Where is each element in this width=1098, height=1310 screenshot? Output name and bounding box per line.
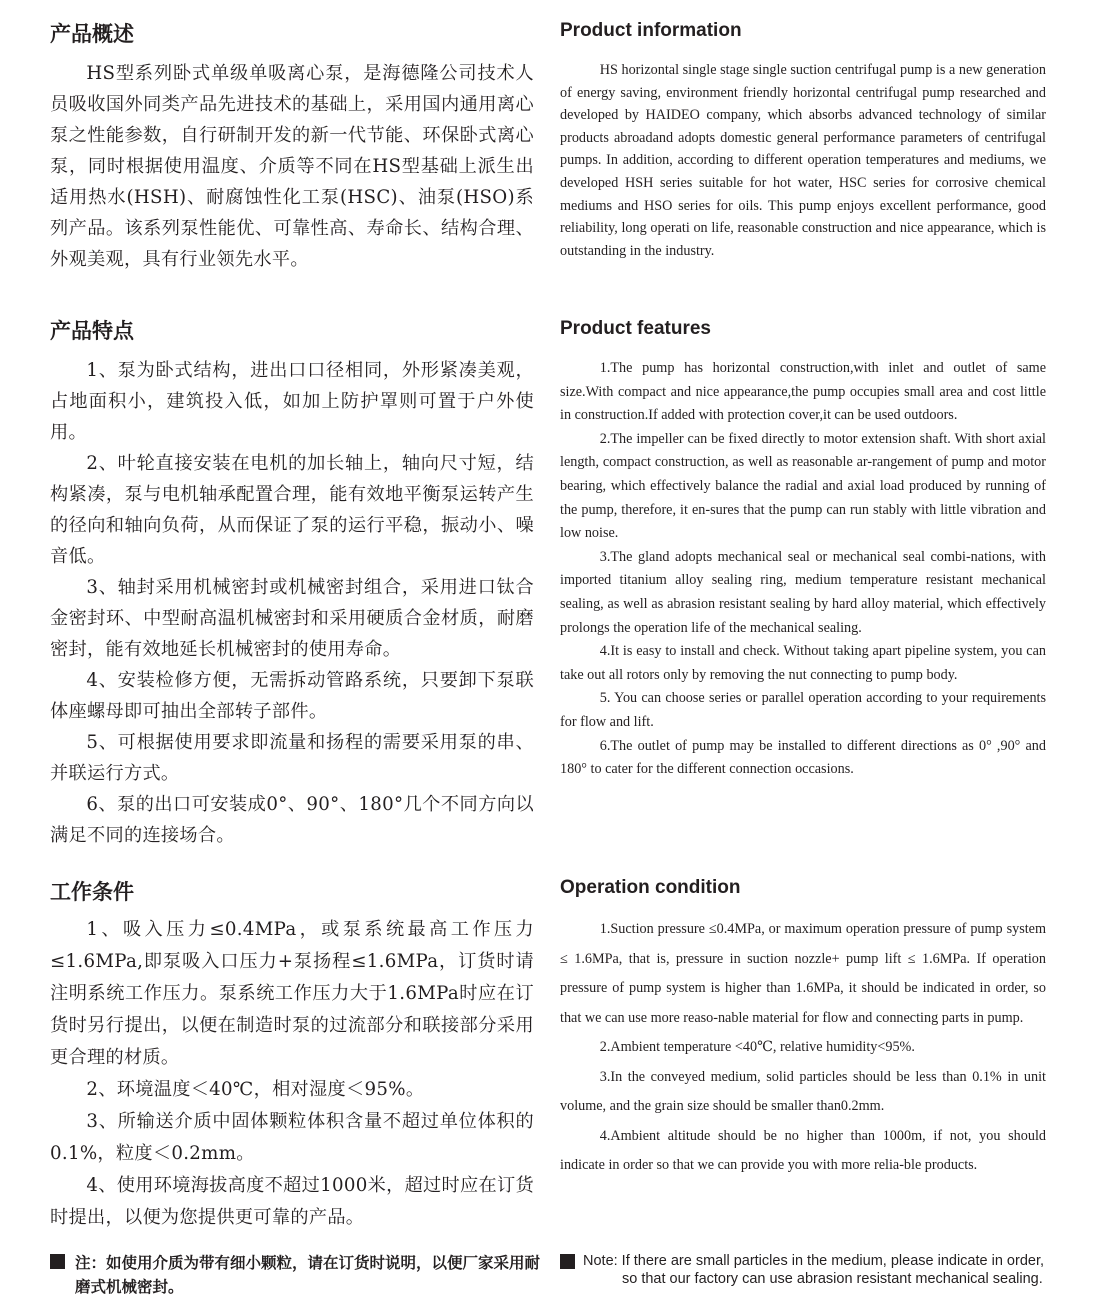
zh-overview-paragraph: HS型系列卧式单级单吸离心泵，是海德隆公司技术人员吸收国外同类产品先进技术的基础上，采用国内通用离心泵之性能参数，自行研制开发的新一代节能、环保卧式离心泵，同时根据使用温度、介质等不同在HS型基础上派生出适用热水(HSH)、耐腐蚀性化工泵(HSC)、油泵(HSO)系列产品。该系列泵性能优、可靠性高、寿命长、结构合理、外观美观，具有行业领先水平。 <box>50 63 534 270</box>
zh-feature-item: 3、轴封采用机械密封或机械密封组合，采用进口钛合金密封环、中型耐高温机械密封和采用硬质合金材质，耐磨密封，能有效地延长机械密封的使用寿命。 <box>50 577 534 660</box>
zh-condition-item: 1、吸入压力≤0.4MPa，或泵系统最高工作压力≤1.6MPa,即泵吸入口压力+泵扬程≤1.6MPa，订货时请注明系统工作压力。泵系统工作压力大于1.6MPa时应在订货时另行提出，以便在制造时泵的过流部分和联接部分采用更合理的材质。 <box>50 919 534 1068</box>
en-note-text: Note: If there are small particles in the medium, please indicate in order, so that our factory can use abrasion resistant mechanical sealing. <box>583 1253 1045 1287</box>
en-feature-item: 4.It is easy to install and check. Without taking apart pipeline system, you can take out all rotors only by removing the nut connecting to pump body. <box>560 643 1046 683</box>
note-square-icon <box>50 1254 65 1269</box>
en-overview-body <box>560 59 1046 262</box>
en-feature-item: 5. You can choose series or parallel operation according to your requirements for flow and lift. <box>560 690 1046 730</box>
zh-note-text: 注：如使用介质为带有细小颗粒，请在订货时说明，以便厂家采用耐磨式机械密封。 <box>75 1254 541 1296</box>
en-conditions-title: Operation condition <box>560 877 741 898</box>
en-condition-item: 3.In the conveyed medium, solid particles should be less than 0.1% in unit volume, and the grain size should be smaller than0.2mm. <box>560 1068 1046 1114</box>
note-square-icon <box>560 1254 575 1269</box>
zh-features-title: 产品特点 <box>50 319 134 343</box>
zh-condition-item: 3、所输送介质中固体颗粒体积含量不超过单位体积的0.1%，粒度＜0.2mm。 <box>50 1111 534 1164</box>
en-condition-item: 2.Ambient temperature <40℃, relative humidity<95%. <box>599 1039 915 1055</box>
zh-features-body <box>50 355 534 851</box>
en-feature-item: 2.The impeller can be fixed directly to motor extension shaft. With short axial length, compact construction, as well as reasonable ar-rangement of pump and motor bearing, which effectively balance the radial and axial load produced by running of the pump, therefore, it en-sures that the pump can run stably with little vibration and low noise. <box>560 430 1046 542</box>
zh-feature-item: 5、可根据使用要求即流量和扬程的需要采用泵的串、并联运行方式。 <box>50 732 534 784</box>
zh-feature-item: 4、安装检修方便，无需拆动管路系统，只要卸下泵联体座螺母即可抽出全部转子部件。 <box>50 670 534 722</box>
en-features-body <box>560 357 1046 782</box>
zh-conditions-body <box>50 914 534 1234</box>
zh-conditions-title: 工作条件 <box>50 880 134 904</box>
zh-overview-title: 产品概述 <box>50 22 134 46</box>
zh-note <box>50 1251 540 1299</box>
zh-feature-item: 2、叶轮直接安装在电机的加长轴上，轴向尺寸短，结构紧凑，泵与电机轴承配置合理，能有效地平衡泵运转产生的径向和轴向负荷，从而保证了泵的运行平稳，振动小、噪音低。 <box>50 453 534 567</box>
en-overview-title: Product information <box>560 20 742 41</box>
zh-overview-body <box>50 58 534 275</box>
en-feature-item: 6.The outlet of pump may be installed to different directions as 0° ,90° and 180° to cater for the different connection occasions. <box>560 737 1046 778</box>
zh-feature-item: 1、泵为卧式结构，进出口口径相同，外形紧凑美观，占地面积小，建筑投入低，如加上防护罩则可置于户外使用。 <box>50 360 534 443</box>
en-feature-item: 3.The gland adopts mechanical seal or mechanical seal combi-nations, with imported titanium alloy sealing ring, medium temperature resistant mechanical sealing, as well as abrasion resistant sealing by hard alloy material, which effectively prolongs the operation life of the mechanical sealing. <box>560 548 1046 636</box>
zh-condition-item: 2、环境温度＜40℃，相对湿度＜95%。 <box>86 1079 425 1100</box>
en-feature-item: 1.The pump has horizontal construction,with inlet and outlet of same size.With compact and nice appearance,the pump occupies small area and cost little in construction.If added with protection cover,it can be used outdoors. <box>560 360 1046 424</box>
en-condition-item: 4.Ambient altitude should be no higher than 1000m, if not, you should indicate in order so that we can provide you with more relia-ble products. <box>560 1127 1046 1173</box>
en-overview-paragraph: HS horizontal single stage single suction centrifugal pump is a new generation of energy saving, environment friendly horizontal centrifugal pump researched and developed by HAIDEO company, which absorbs advanced technology of similar products abroadand adopts domestic general performance parameters of centrifugal pumps. In addition, according to different operation temperatures and mediums, we developed HSH series suitable for hot water, HSC series for corrosive chemical mediums and HSO series for oils. This pump enjoys excellent performance, good reliability, long operati on life, reasonable construction and nice appearance, which is outstanding in the industry. <box>560 62 1046 259</box>
en-condition-item: 1.Suction pressure ≤0.4MPa, or maximum operation pressure of pump system ≤ 1.6MPa, that is, pressure in suction nozzle+ pump lift ≤ 1.6MPa. If operation pressure of pump system is higher than 1.6MPa, it should be indicated in order, so that we can use more reaso-nable material for flow and connecting parts in pump. <box>560 921 1046 1026</box>
en-features-title: Product features <box>560 318 711 339</box>
zh-feature-item: 6、泵的出口可安装成0°、90°、180°几个不同方向以满足不同的连接场合。 <box>50 794 534 846</box>
en-note <box>560 1253 1050 1288</box>
en-conditions-body <box>560 915 1046 1181</box>
zh-condition-item: 4、使用环境海拔高度不超过1000米，超过时应在订货时提出，以便为您提供更可靠的产品。 <box>50 1175 534 1228</box>
